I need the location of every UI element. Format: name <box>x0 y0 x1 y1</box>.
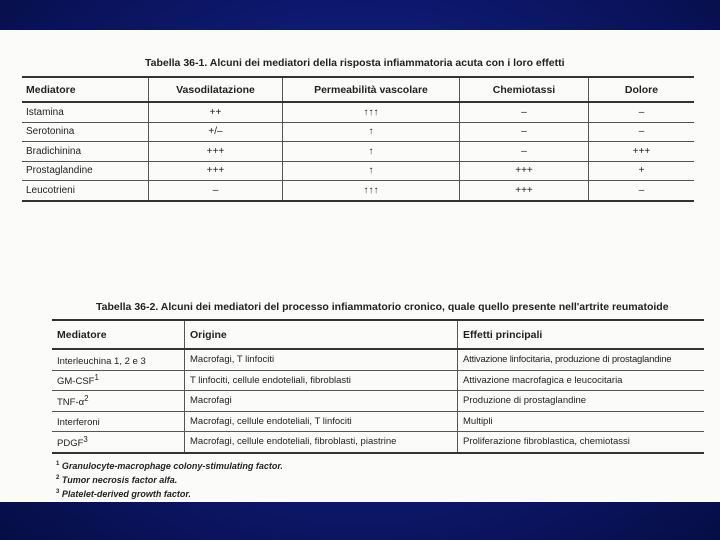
vasodilatazione-value: ++ <box>149 102 283 122</box>
effects-value: Attivazione linfocitaria, produzione di prostaglandine <box>458 349 705 370</box>
footnote-number: 3 <box>56 489 60 495</box>
dolore-value: +++ <box>589 142 695 162</box>
permeabilita-value: ↑↑↑ <box>283 181 460 201</box>
acute-mediators-table <box>22 76 694 202</box>
table2-title: Tabella 36-2. Alcuni dei mediatori del processo infiammatorio cronico, quale quello presente nell'artrite reumatoide <box>96 301 669 313</box>
footnote-ref: 2 <box>84 393 89 403</box>
footnote <box>56 486 283 500</box>
vasodilatazione-value: – <box>149 181 283 201</box>
table1-header-vasodilatazione: Vasodilatazione <box>149 77 283 102</box>
table-row <box>22 181 694 201</box>
permeabilita-value: ↑↑↑ <box>283 102 460 122</box>
mediator-name: TNF-α <box>57 396 85 408</box>
origin-value: Macrofagi, T linfociti <box>185 349 458 370</box>
table-row <box>52 391 704 412</box>
footnote-ref: 1 <box>94 373 99 383</box>
origin-value: Macrofagi <box>185 391 458 412</box>
mediator-name: GM-CSF <box>57 376 95 388</box>
mediator-name: PDGF <box>57 437 84 449</box>
table1-header-chemiotassi: Chemiotassi <box>460 77 589 102</box>
footnote-text: Granulocyte-macrophage colony-stimulating factor. <box>61 461 283 471</box>
footnote-ref: 3 <box>83 434 88 444</box>
mediator-cell <box>52 411 185 432</box>
permeabilita-value: ↑ <box>283 142 460 162</box>
footnote <box>56 458 283 472</box>
table2-header-mediatore: Mediatore <box>52 320 185 349</box>
table-row <box>22 161 694 181</box>
table-row <box>22 142 694 162</box>
table1-title: Tabella 36-1. Alcuni dei mediatori della risposta infiammatoria acuta con i loro effetti <box>145 57 565 69</box>
chemiotassi-value: – <box>460 102 589 122</box>
table-row <box>52 349 704 370</box>
footnote <box>56 472 283 486</box>
footnote-number: 1 <box>56 461 60 467</box>
effects-value: Attivazione macrofagica e leucocitaria <box>458 370 705 391</box>
dolore-value: – <box>589 181 695 201</box>
effects-value: Proliferazione fibroblastica, chemiotassi <box>458 432 705 453</box>
mediator-name: Interferoni <box>57 417 100 429</box>
table1-header-row <box>22 77 694 102</box>
mediator-name: Serotonina <box>22 122 149 142</box>
effects-value: Produzione di prostaglandine <box>458 391 705 412</box>
vasodilatazione-value: +++ <box>149 142 283 162</box>
mediator-cell <box>52 370 185 391</box>
table2-header-origine: Origine <box>185 320 458 349</box>
vasodilatazione-value: +/– <box>149 122 283 142</box>
mediator-name: Istamina <box>22 102 149 122</box>
mediator-name: Bradichinina <box>22 142 149 162</box>
footnote-text: Platelet-derived growth factor. <box>61 489 191 499</box>
chemiotassi-value: +++ <box>460 181 589 201</box>
vasodilatazione-value: +++ <box>149 161 283 181</box>
table-row <box>22 102 694 122</box>
table1-header-dolore: Dolore <box>589 77 695 102</box>
permeabilita-value: ↑ <box>283 122 460 142</box>
table2-header-effetti: Effetti principali <box>458 320 705 349</box>
chemiotassi-value: – <box>460 122 589 142</box>
dolore-value: + <box>589 161 695 181</box>
permeabilita-value: ↑ <box>283 161 460 181</box>
table1-header-mediatore: Mediatore <box>22 77 149 102</box>
mediator-name: Interleuchina 1, 2 e 3 <box>57 355 146 367</box>
mediator-cell <box>52 391 185 412</box>
table-row <box>22 122 694 142</box>
footnotes <box>56 458 283 500</box>
mediator-cell <box>52 349 185 370</box>
table-row <box>52 411 704 432</box>
chemiotassi-value: +++ <box>460 161 589 181</box>
mediator-name: Leucotrieni <box>22 181 149 201</box>
origin-value: Macrofagi, cellule endoteliali, T linfociti <box>185 411 458 432</box>
footnote-text: Tumor necrosis factor alfa. <box>61 475 178 485</box>
table2-header-row <box>52 320 704 349</box>
footnote-number: 2 <box>56 475 60 481</box>
chemiotassi-value: – <box>460 142 589 162</box>
table-row <box>52 370 704 391</box>
dolore-value: – <box>589 122 695 142</box>
mediator-cell <box>52 432 185 453</box>
dolore-value: – <box>589 102 695 122</box>
mediator-name: Prostaglandine <box>22 161 149 181</box>
effects-value: Multipli <box>458 411 705 432</box>
chronic-mediators-table <box>52 319 704 454</box>
scanned-page <box>0 30 720 502</box>
origin-value: Macrofagi, cellule endoteliali, fibroblasti, piastrine <box>185 432 458 453</box>
table1-header-permeabilita: Permeabilità vascolare <box>283 77 460 102</box>
table-row <box>52 432 704 453</box>
origin-value: T linfociti, cellule endoteliali, fibroblasti <box>185 370 458 391</box>
